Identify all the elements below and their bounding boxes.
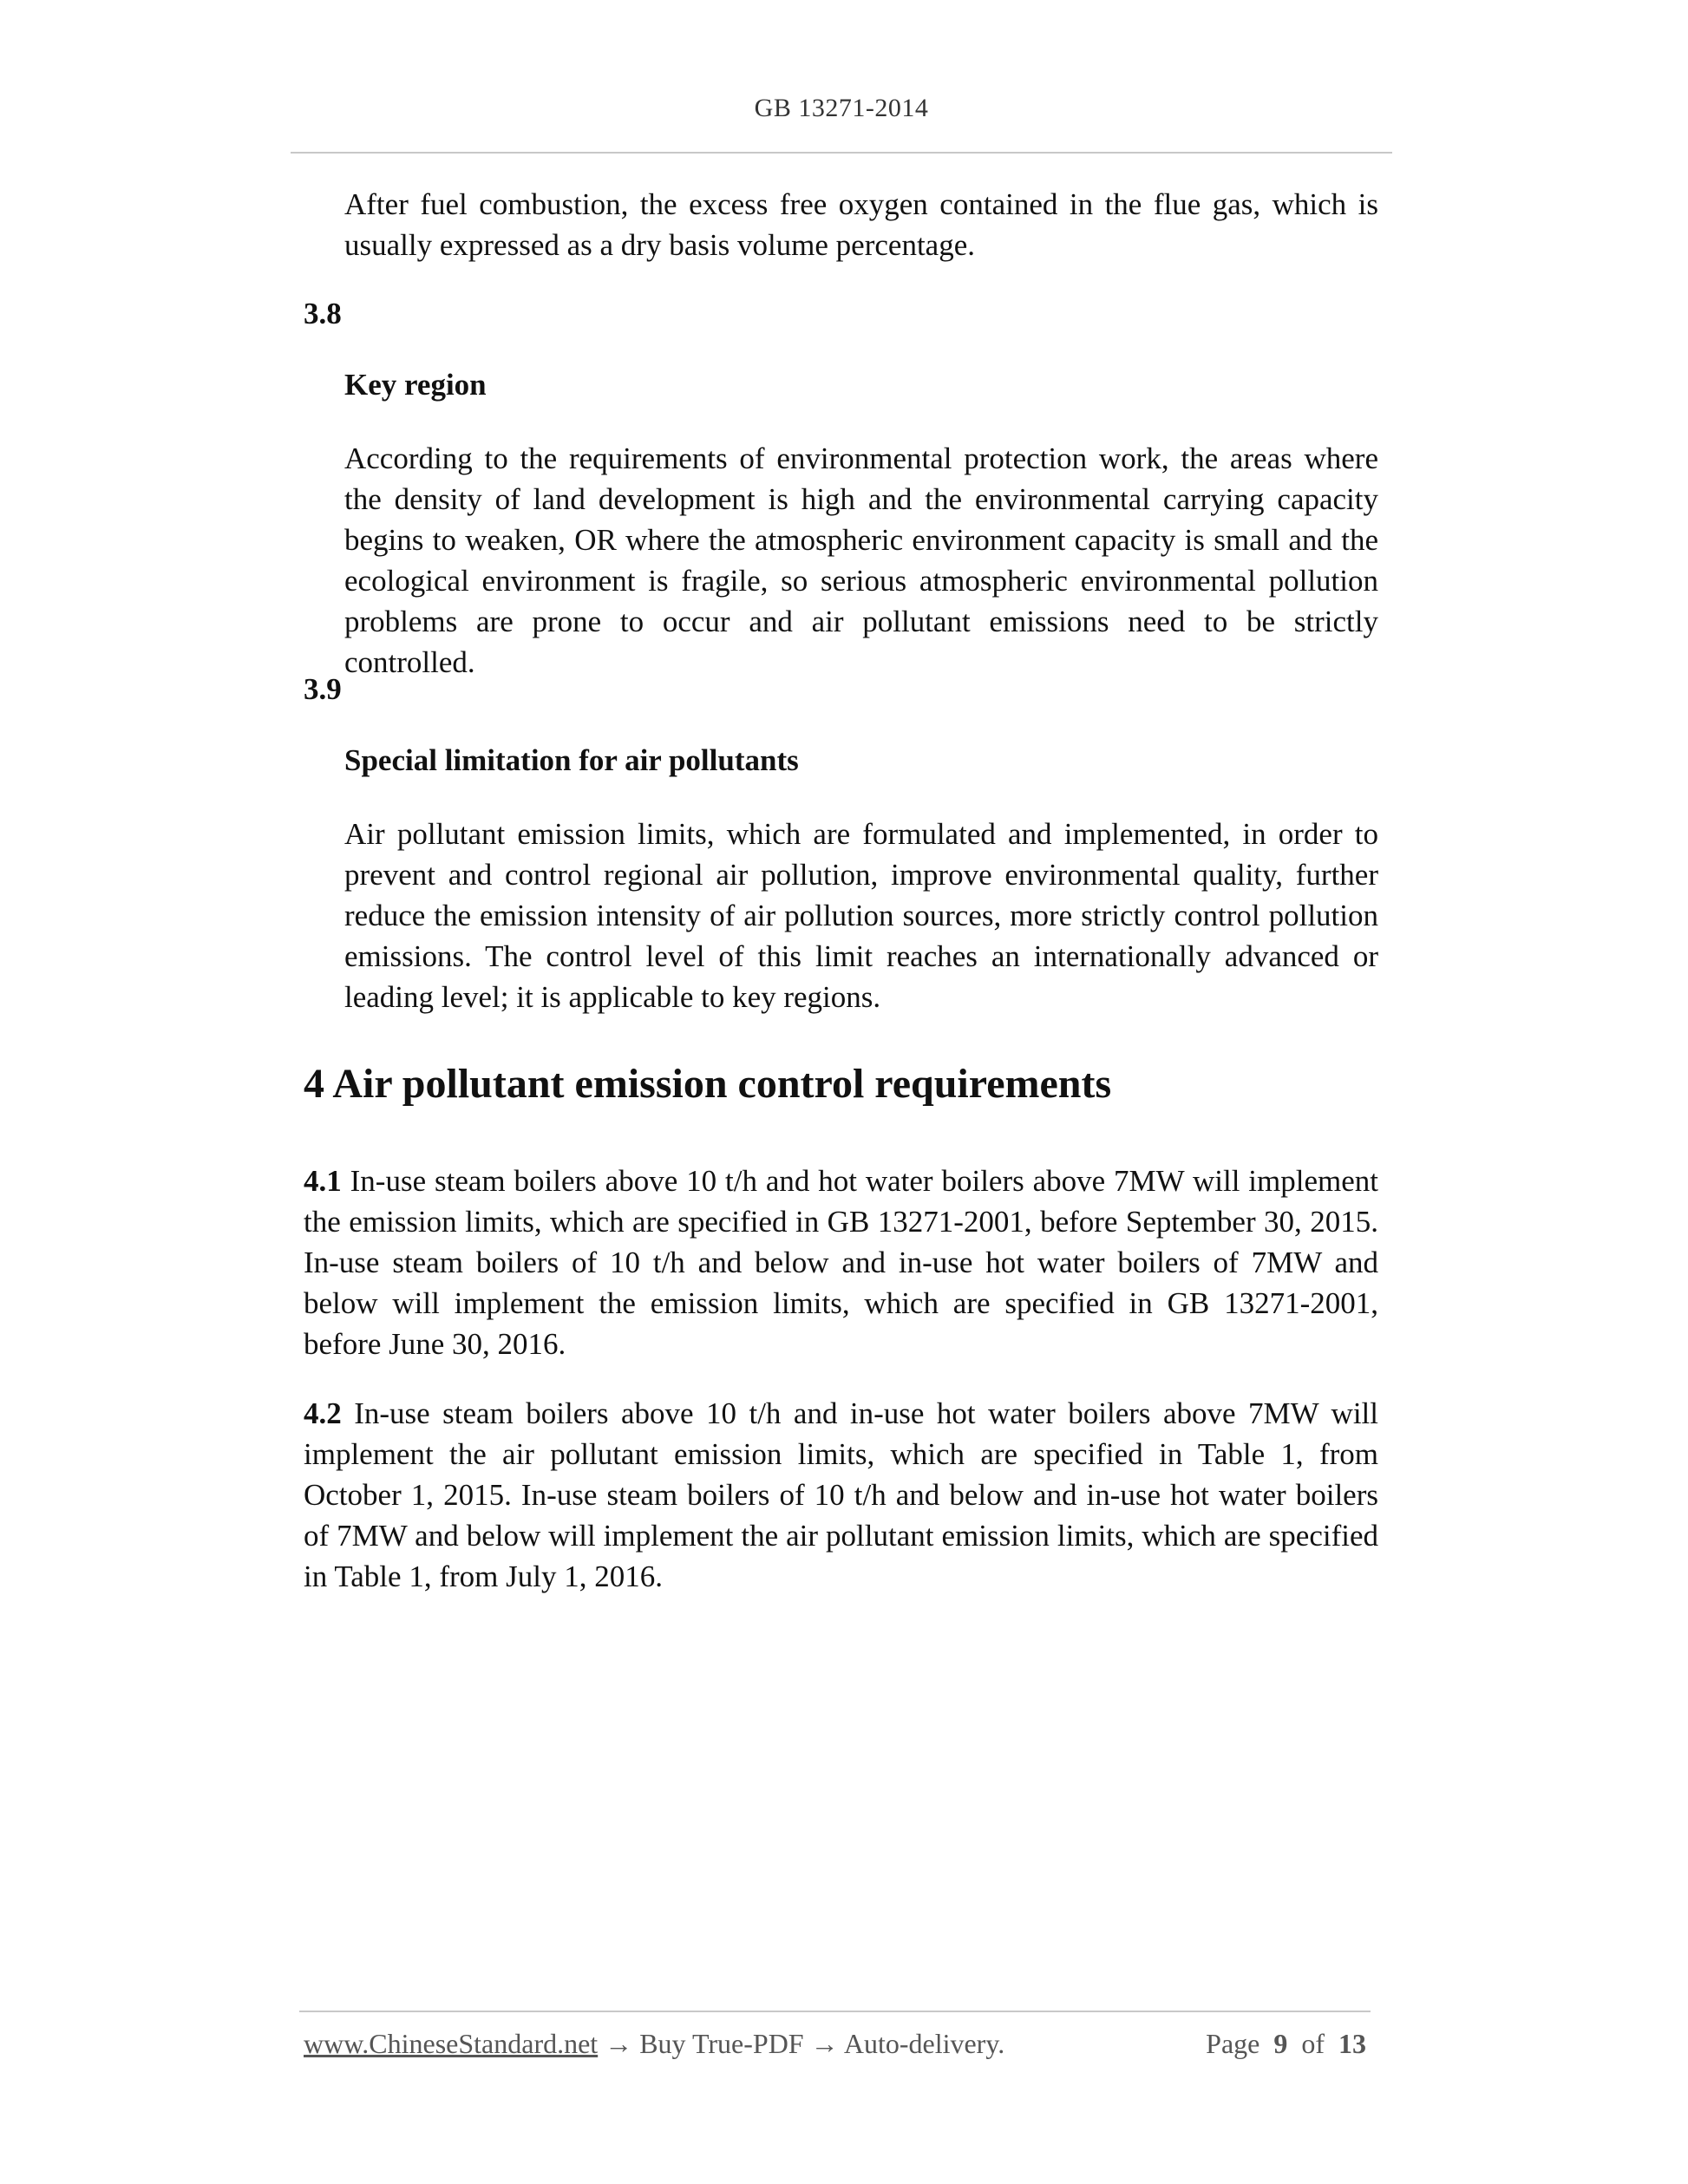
page-total: 13 xyxy=(1338,2028,1366,2059)
section-heading-4: 4 Air pollutant emission control requirements xyxy=(304,1061,1112,1107)
intro-paragraph: After fuel combustion, the excess free oxygen contained in the flue gas, which is usually expressed as a dry basis volume percentage. xyxy=(344,187,1378,262)
term-definition-key-region: According to the requirements of environmental protection work, the areas where the density of land development is high and the environmental carrying capacity begins to weaken, OR where the atmospheric environment capacity is small and the ecological environment is fragile, so serious atmospheric environmental pollution problems are prone to occur and air pollutant emissions need to be strictly controlled. xyxy=(344,441,1378,679)
arrow-right-icon: → xyxy=(598,2028,640,2059)
section-number-3-9: 3.9 xyxy=(304,672,342,706)
buy-pdf-text: Buy True-PDF xyxy=(639,2028,804,2059)
auto-delivery-text: Auto-delivery. xyxy=(843,2028,1005,2059)
clause-number-4-1: 4.1 xyxy=(304,1164,342,1198)
clause-text-4-1: In-use steam boilers above 10 t/h and hot water boilers above 7MW will implement the emission limits, which are specified in GB 13271-2001, before September 30, 2015. In-use steam boilers of 10 t/h and below and in-use hot water boilers of 7MW and below will implement the emission limits, which are specified in GB 13271-2001, before June 30, 2016. xyxy=(304,1164,1378,1361)
page-indicator xyxy=(1206,2028,1366,2060)
footer-divider xyxy=(299,2011,1371,2012)
page-current: 9 xyxy=(1273,2028,1288,2059)
site-link[interactable]: www.ChineseStandard.net xyxy=(304,2028,599,2059)
header-divider xyxy=(291,152,1392,154)
page-footer xyxy=(304,2028,1371,2060)
term-definition-special-limitation: Air pollutant emission limits, which are formulated and implemented, in order to prevent and control regional air pollution, improve environmental quality, further reduce the emission intensity of air pollution sources, more strictly control pollution emissions. The control level of this limit reaches an internationally advanced or leading level; it is applicable to key regions. xyxy=(344,817,1378,1014)
term-title-key-region: Key region xyxy=(344,368,487,402)
clause-4-2 xyxy=(304,1393,1378,1597)
term-title-special-limitation: Special limitation for air pollutants xyxy=(344,743,799,777)
clause-number-4-2: 4.2 xyxy=(304,1396,342,1430)
arrow-right-icon: → xyxy=(803,2028,844,2059)
document-header-code: GB 13271-2014 xyxy=(754,94,929,122)
clause-4-1 xyxy=(304,1161,1378,1364)
clause-text-4-2: In-use steam boilers above 10 t/h and in-use hot water boilers above 7MW will implement the air pollutant emission limits, which are specified in Table 1, from October 1, 2015. In-use steam boilers of 10 t/h and below and in-use hot water boilers of 7MW and below will implement the air pollutant emission limits, which are specified in Table 1, from July 1, 2016. xyxy=(304,1396,1378,1593)
of-label: of xyxy=(1301,2028,1325,2059)
section-number-3-8: 3.8 xyxy=(304,297,342,330)
page-label: Page xyxy=(1206,2028,1260,2059)
